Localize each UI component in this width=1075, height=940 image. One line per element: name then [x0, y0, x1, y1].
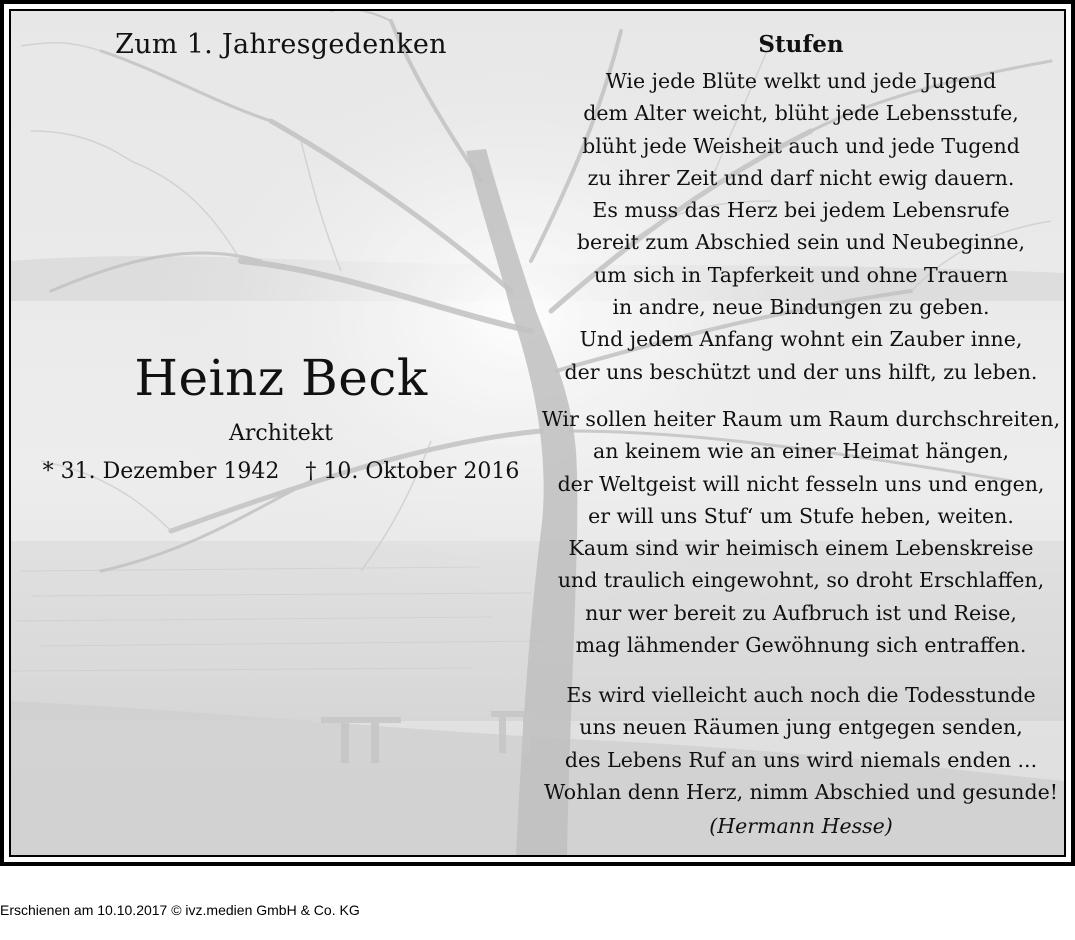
life-dates — [11, 459, 551, 484]
poem-line: der Weltgeist will nicht fesseln uns und engen, — [557, 471, 1045, 496]
poem-line: uns neuen Räumen jung entgegen senden, — [579, 715, 1023, 740]
publication-credit: Erschienen am 10.10.2017 © ivz.medien GmbH & Co. KG — [0, 902, 360, 918]
deceased-name: Heinz Beck — [134, 349, 428, 407]
poem-line: Es wird vielleicht auch noch die Todesstunde — [566, 683, 1036, 707]
poem-line: mag lähmender Gewöhnung sich entraffen. — [575, 633, 1027, 658]
poem-line: Und jedem Anfang wohnt ein Zauber inne, — [579, 327, 1023, 352]
poem-line: er will uns Stuf‘ um Stufe heben, weiten. — [588, 503, 1014, 528]
poem-line: bereit zum Abschied sein und Neubeginne, — [576, 230, 1026, 255]
poem-line: Wie jede Blüte welkt und jede Jugend — [605, 69, 997, 93]
poem-line: und traulich eingewohnt, so droht Erschlaffen, — [557, 568, 1045, 593]
poem-line: in andre, neue Bindungen zu geben. — [612, 295, 990, 320]
poem-line: um sich in Tapferkeit und ohne Trauern — [594, 262, 1008, 287]
poem-stanza-3 — [541, 679, 1061, 808]
card-white-border — [4, 4, 1071, 862]
poem-line: nur wer bereit zu Aufbruch ist und Reise, — [585, 600, 1017, 625]
birth-date: * 31. Dezember 1942 — [42, 459, 280, 484]
poem-author: (Hermann Hesse) — [709, 814, 893, 838]
poem-line: der uns beschützt und der uns hilft, zu leben. — [564, 359, 1038, 384]
poem-title: Stufen — [758, 31, 844, 58]
poem-line: des Lebens Ruf an uns wird niemals enden ... — [564, 747, 1038, 772]
poem-line: Es muss das Herz bei jedem Lebensrufe — [592, 198, 1010, 223]
poem-stanza-1 — [541, 65, 1061, 388]
profession: Architekt — [229, 421, 333, 446]
poem-line: Wir sollen heiter Raum um Raum durchschreiten, — [541, 407, 1061, 431]
anniversary-heading: Zum 1. Jahresgedenken — [115, 29, 447, 60]
poem-line: zu ihrer Zeit und darf nicht ewig dauern. — [587, 165, 1015, 190]
death-date: † 10. Oktober 2016 — [305, 459, 520, 484]
poem-line: dem Alter weicht, blüht jede Lebensstufe, — [583, 101, 1019, 126]
poem-stanza-2 — [541, 403, 1061, 661]
poem-line: Kaum sind wir heimisch einem Lebenskreise — [568, 536, 1034, 561]
poem-line: Wohlan denn Herz, nimm Abschied und gesunde! — [544, 779, 1058, 804]
poem-line: an keinem wie an einer Heimat hängen, — [593, 439, 1009, 464]
poem-column — [541, 11, 1061, 855]
obituary-left-column — [11, 11, 551, 855]
poem-line: blüht jede Weisheit auch und jede Tugend — [582, 133, 1020, 158]
card-frame — [9, 9, 1066, 857]
